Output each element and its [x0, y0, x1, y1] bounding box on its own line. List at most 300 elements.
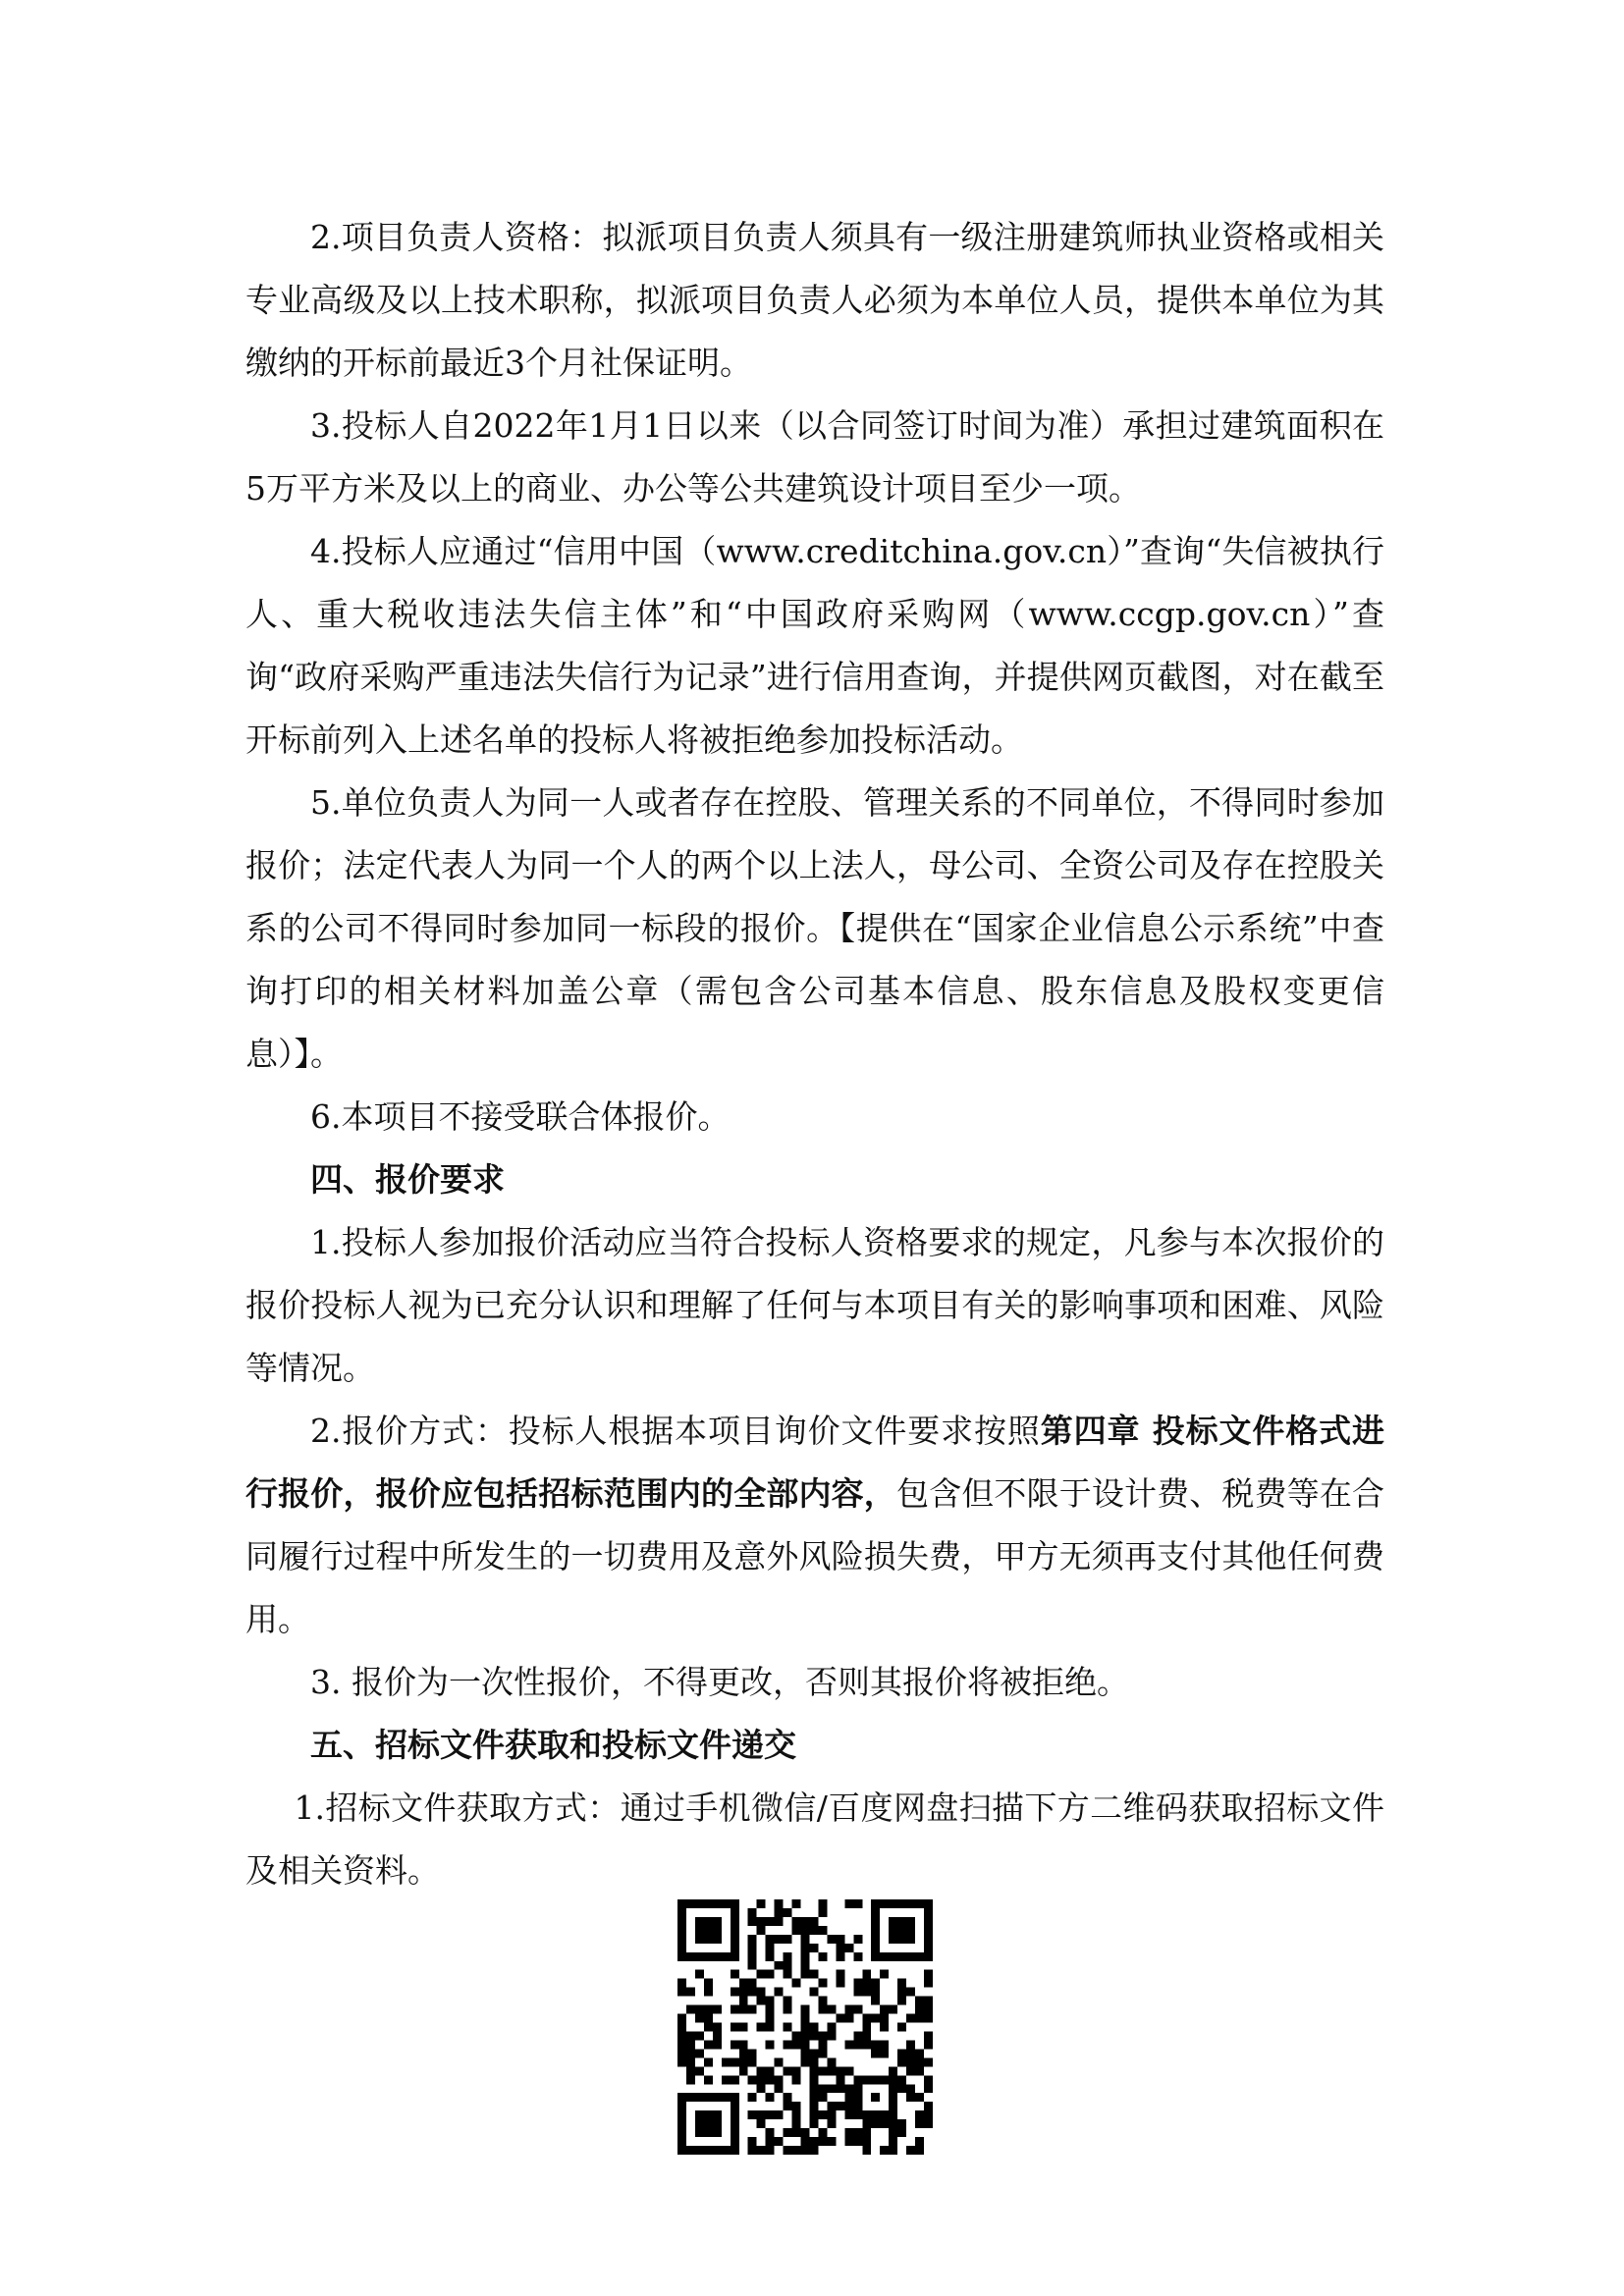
qr-module: [827, 2110, 836, 2119]
qr-module: [757, 1970, 766, 1979]
qr-module: [809, 1944, 818, 1952]
qr-module: [677, 2137, 686, 2146]
qr-module: [809, 2057, 818, 2066]
qr-module: [686, 1988, 695, 1997]
qr-module: [924, 2084, 933, 2093]
qr-module: [766, 2005, 775, 2014]
qr-module: [818, 1952, 827, 1961]
qr-module: [704, 2093, 713, 2102]
qr-module: [775, 2137, 784, 2146]
qr-module: [739, 1979, 748, 1988]
qr-module: [915, 2005, 924, 2014]
qr-module: [862, 2128, 871, 2137]
qr-module: [924, 1997, 933, 2005]
qr-module: [748, 2075, 757, 2084]
qr-module: [836, 2075, 844, 2084]
qr-module: [801, 1944, 810, 1952]
qr-module: [906, 2057, 915, 2066]
qr-module: [731, 1899, 739, 1908]
qr-module: [748, 2049, 757, 2057]
qr-module: [844, 2093, 853, 2102]
qr-module: [862, 2023, 871, 2032]
qr-module: [897, 2119, 906, 2128]
qr-module: [827, 2119, 836, 2128]
qr-module: [924, 1970, 933, 1979]
qr-module: [871, 1988, 880, 1997]
qr-module: [704, 2005, 713, 2014]
qr-module: [695, 2146, 704, 2155]
qr-module: [784, 1961, 792, 1970]
qr-module: [915, 1952, 924, 1961]
qr-module: [757, 1917, 766, 1926]
qr-module: [686, 2066, 695, 2075]
qr-module: [889, 2146, 897, 2155]
qr-module: [853, 2102, 862, 2110]
qr-module: [784, 2023, 792, 2032]
qr-module: [686, 1899, 695, 1908]
qr-module: [871, 2040, 880, 2049]
qr-module: [677, 2102, 686, 2110]
qr-module: [897, 2049, 906, 2057]
qr-module: [677, 1944, 686, 1952]
qr-module: [766, 2137, 775, 2146]
qr-module: [853, 2040, 862, 2049]
qr-module: [757, 1926, 766, 1935]
qr-module: [844, 2066, 853, 2075]
qr-module: [915, 2119, 924, 2128]
qr-module: [880, 1970, 889, 1979]
qr-module: [862, 2014, 871, 2023]
qr-module: [792, 2040, 801, 2049]
qr-module: [686, 2146, 695, 2155]
qr-module: [713, 2005, 722, 2014]
qr-module: [784, 2005, 792, 2014]
qr-module: [844, 2084, 853, 2093]
quote-requirement-2: [245, 1400, 1384, 1651]
qr-module: [775, 2110, 784, 2119]
qr-module: [915, 2014, 924, 2023]
qr-module: [792, 2075, 801, 2084]
qr-module: [924, 2040, 933, 2049]
qr-module: [809, 2119, 818, 2128]
qr-module: [889, 2128, 897, 2137]
qr-module: [677, 2031, 686, 2040]
qr-module: [818, 1926, 827, 1935]
qr-module: [757, 2146, 766, 2155]
qr-module: [809, 2137, 818, 2146]
qr-module: [677, 1988, 686, 1997]
qr-module: [775, 2075, 784, 2084]
qr-module: [871, 2075, 880, 2084]
qr-module: [880, 2119, 889, 2128]
qr-module: [880, 2049, 889, 2057]
qr-module: [853, 1988, 862, 1997]
qr-module: [686, 1952, 695, 1961]
qr-module: [924, 1952, 933, 1961]
qr-module: [897, 2128, 906, 2137]
qr-module: [809, 2049, 818, 2057]
qr-module: [906, 2040, 915, 2049]
qr-module: [704, 2057, 713, 2066]
qr-module: [713, 2093, 722, 2102]
qr-module: [801, 2031, 810, 2040]
qr-module: [713, 2023, 722, 2032]
qr-module: [739, 1997, 748, 2005]
qr-module: [844, 2110, 853, 2119]
qr-module: [897, 2023, 906, 2032]
qr-module: [915, 2049, 924, 2057]
qr-module: [906, 2084, 915, 2093]
qr-module: [906, 1917, 915, 1926]
qr-module: [924, 1899, 933, 1908]
qr-module: [897, 1988, 906, 1997]
qr-module: [897, 1917, 906, 1926]
qr-module: [809, 2031, 818, 2040]
qr-module: [862, 1970, 871, 1979]
qr-module: [757, 2066, 766, 2075]
qr-module: [844, 1899, 853, 1908]
qr-module: [739, 2049, 748, 2057]
qr-module: [722, 2057, 731, 2066]
qr-module: [677, 2040, 686, 2049]
qr-module: [757, 2110, 766, 2119]
qualification-item-6: 6.本项目不接受联合体报价。: [310, 1097, 731, 1136]
qr-module: [792, 2031, 801, 2040]
qr-module: [818, 1997, 827, 2005]
qr-module: [827, 2137, 836, 2146]
qr-module: [915, 2137, 924, 2146]
qr-module: [897, 1926, 906, 1935]
qr-module: [704, 1952, 713, 1961]
qr-module: [836, 2014, 844, 2023]
qr-module: [775, 1961, 784, 1970]
qr-module: [775, 1908, 784, 1917]
qr-module: [731, 1908, 739, 1917]
qr-module: [784, 2146, 792, 2155]
qr-module: [924, 1908, 933, 1917]
qr-module: [748, 1908, 757, 1917]
qr-module: [792, 1979, 801, 1988]
qr-module: [906, 1988, 915, 1997]
qr-module: [757, 2084, 766, 2093]
qr-module: [924, 1926, 933, 1935]
qr-module: [731, 1952, 739, 1961]
qr-module: [862, 2040, 871, 2049]
qr-module: [827, 2057, 836, 2066]
qr-module: [853, 2128, 862, 2137]
qr-module: [818, 2110, 827, 2119]
qr-module: [801, 1952, 810, 1961]
qr-module: [809, 2075, 818, 2084]
qr-module: [809, 1917, 818, 1926]
qr-module: [677, 2057, 686, 2066]
qr-module: [862, 2031, 871, 2040]
qr-module: [853, 2110, 862, 2119]
qr-module: [897, 1997, 906, 2005]
qr-module: [818, 1899, 827, 1908]
qr-module: [924, 2102, 933, 2110]
qr-module: [739, 2023, 748, 2032]
qr-module: [677, 1917, 686, 1926]
quote-method-text: 2.报价方式：投标人根据本项目询价文件要求按照: [310, 1412, 1041, 1450]
quote-method-rest: 包含但不限于设计费、税费等在合同履行过程中所发生的一切费用及意外风险损失费，甲方无须再支付其他任何费用。: [245, 1474, 1385, 1638]
qr-module: [677, 1908, 686, 1917]
qr-module: [731, 1917, 739, 1926]
qr-module: [766, 2023, 775, 2032]
qr-module: [801, 1935, 810, 1944]
qr-module: [784, 1908, 792, 1917]
qr-module: [809, 2084, 818, 2093]
qr-module: [880, 2023, 889, 2032]
qr-module: [801, 1970, 810, 1979]
qr-module: [704, 1988, 713, 1997]
qr-module: [889, 1899, 897, 1908]
qr-module: [739, 2005, 748, 2014]
qr-module: [766, 2128, 775, 2137]
qr-module: [871, 1899, 880, 1908]
qr-module: [792, 1899, 801, 1908]
qr-module: [766, 1917, 775, 1926]
qr-module: [695, 1917, 704, 1926]
qr-module: [704, 1935, 713, 1944]
qr-module: [801, 2040, 810, 2049]
qr-module: [766, 1970, 775, 1979]
qr-module: [731, 2146, 739, 2155]
qr-module: [871, 2049, 880, 2057]
qr-module: [906, 2049, 915, 2057]
qr-module: [731, 2137, 739, 2146]
section-5-heading: 五、招标文件获取和投标文件递交: [310, 1726, 796, 1764]
qr-module: [757, 2075, 766, 2084]
qr-module: [915, 2066, 924, 2075]
qr-module: [809, 2023, 818, 2032]
qr-module: [784, 2093, 792, 2102]
qr-module: [722, 2075, 731, 2084]
qualification-item-4: 4.投标人应通过“信用中国（www.creditchina.gov.cn）”查询“失信被执行人、重大税收违法失信主体”和“中国政府采购网（www.ccgp.gov.cn）”查询“政府采购严重违法失信行为记录”进行信用查询，并提供网页截图，对在截至开标前列入上述名单的投标人将被拒绝参加投标活动。: [245, 532, 1384, 759]
qr-module: [792, 2102, 801, 2110]
qr-module: [775, 1917, 784, 1926]
qr-module: [818, 2031, 827, 2040]
qr-module: [792, 2119, 801, 2128]
qr-module: [880, 1899, 889, 1908]
qr-module: [731, 2023, 739, 2032]
qr-module: [677, 2128, 686, 2137]
qr-module: [827, 2023, 836, 2032]
qr-module: [792, 1926, 801, 1935]
qr-module: [686, 2057, 695, 2066]
qr-module: [889, 2137, 897, 2146]
qr-module: [880, 2005, 889, 2014]
qr-module: [748, 2110, 757, 2119]
qr-module: [880, 2014, 889, 2023]
qr-module: [853, 2084, 862, 2093]
qr-module: [862, 2075, 871, 2084]
quote-method-bold: 第四章 投标文件格式进行报价，报价应包括招标范围内的全部内容，: [245, 1412, 1384, 1513]
qr-module: [897, 1935, 906, 1944]
qr-module: [792, 2146, 801, 2155]
qr-module: [818, 2084, 827, 2093]
qr-module: [809, 1926, 818, 1935]
qr-module: [827, 2031, 836, 2040]
qr-module: [871, 1952, 880, 1961]
qr-module: [818, 1908, 827, 1917]
quote-requirement-1: 1.投标人参加报价活动应当符合投标人资格要求的规定，凡参与本次报价的报价投标人视为已充分认识和理解了任何与本项目有关的影响事项和困难、风险等情况。: [245, 1223, 1384, 1387]
qr-module: [722, 1952, 731, 1961]
qr-module: [889, 2066, 897, 2075]
qr-module: [757, 1988, 766, 1997]
qr-module: [862, 2110, 871, 2119]
qr-module: [818, 2128, 827, 2137]
qr-module: [731, 1935, 739, 1944]
qr-module: [748, 1952, 757, 1961]
qualification-item-2: 2.项目负责人资格：拟派项目负责人须具有一级注册建筑师执业资格或相关专业高级及以上技术职称，拟派项目负责人必须为本单位人员，提供本单位为其缴纳的开标前最近3个月社保证明。: [245, 218, 1384, 382]
qr-module: [853, 1979, 862, 1988]
qr-module: [801, 2023, 810, 2032]
qr-module: [704, 2023, 713, 2032]
qr-module: [713, 1935, 722, 1944]
qr-module: [677, 2110, 686, 2119]
qr-module: [713, 2110, 722, 2119]
qr-module: [792, 2128, 801, 2137]
qr-module: [889, 2084, 897, 2093]
qr-module: [677, 1899, 686, 1908]
qr-module: [889, 2119, 897, 2128]
qr-module: [871, 1917, 880, 1926]
qr-module: [836, 2102, 844, 2110]
qr-module: [748, 1961, 757, 1970]
qr-module: [731, 2057, 739, 2066]
qr-module: [844, 2137, 853, 2146]
qr-module: [844, 1944, 853, 1952]
qr-module: [844, 2014, 853, 2023]
qr-module: [862, 2146, 871, 2155]
qr-module: [766, 2040, 775, 2049]
qr-module: [827, 2084, 836, 2093]
qr-module: [731, 1944, 739, 1952]
qr-module: [862, 2137, 871, 2146]
qr-module: [809, 2146, 818, 2155]
qr-module: [748, 2093, 757, 2102]
qr-module: [686, 2031, 695, 2040]
qr-module: [915, 2146, 924, 2155]
qr-module: [677, 2023, 686, 2032]
qr-module: [775, 2084, 784, 2093]
qr-module: [889, 1926, 897, 1935]
qr-module: [704, 2040, 713, 2049]
qr-module: [739, 2057, 748, 2066]
qr-module: [748, 1944, 757, 1952]
qr-module: [775, 1988, 784, 1997]
qr-module: [739, 2040, 748, 2049]
qr-module: [704, 2119, 713, 2128]
qr-module: [889, 2075, 897, 2084]
qr-module: [809, 2102, 818, 2110]
qr-module: [924, 2014, 933, 2023]
qr-module: [801, 1961, 810, 1970]
qr-module: [695, 2049, 704, 2057]
qr-module: [731, 1970, 739, 1979]
qr-module: [871, 1926, 880, 1935]
qr-module: [792, 2110, 801, 2119]
qr-module: [871, 1935, 880, 1944]
qr-module: [748, 1988, 757, 1997]
qr-module: [827, 2102, 836, 2110]
qr-module: [757, 2119, 766, 2128]
qr-module: [757, 1899, 766, 1908]
qr-module: [889, 1952, 897, 1961]
qr-module: [889, 2102, 897, 2110]
qr-module: [748, 2057, 757, 2066]
qr-module: [686, 2093, 695, 2102]
quote-requirement-3: 3. 报价为一次性报价，不得更改，否则其报价将被拒绝。: [310, 1663, 1129, 1701]
qr-module: [677, 1952, 686, 1961]
qr-module: [906, 2093, 915, 2102]
qr-module: [757, 1997, 766, 2005]
qr-module: [686, 2075, 695, 2084]
qr-module: [871, 2119, 880, 2128]
qr-module: [906, 1952, 915, 1961]
qr-module: [748, 1917, 757, 1926]
qr-module: [686, 2040, 695, 2049]
qr-module: [906, 1935, 915, 1944]
qr-module: [889, 2110, 897, 2119]
qr-module: [906, 2014, 915, 2023]
qualification-item-3: 3.投标人自2022年1月1日以来（以合同签订时间为准）承担过建筑面积在5万平方米及以上的商业、办公等公共建筑设计项目至少一项。: [245, 406, 1384, 507]
qr-module: [731, 2102, 739, 2110]
qr-module: [924, 2005, 933, 2014]
qr-module: [695, 1970, 704, 1979]
qr-module: [906, 1926, 915, 1935]
qr-module: [731, 2005, 739, 2014]
qr-module: [695, 2093, 704, 2102]
qr-module: [731, 2110, 739, 2119]
qr-module: [695, 2005, 704, 2014]
qr-module: [871, 2014, 880, 2023]
qr-module: [784, 1970, 792, 1979]
qr-module: [677, 1935, 686, 1944]
qr-module: [792, 2066, 801, 2075]
qr-module: [704, 2075, 713, 2084]
qualification-item-5: 5.单位负责人为同一人或者存在控股、管理关系的不同单位，不得同时参加报价；法定代表人为同一个人的两个以上法人，母公司、全资公司及存在控股关系的公司不得同时参加同一标段的报价。【提供在“国家企业信息公示系统”中查询打印的相关材料加盖公章（需包含公司基本信息、股东信息及股权变更信息）】。: [245, 783, 1384, 1073]
qr-module: [766, 1944, 775, 1952]
qr-module: [731, 2119, 739, 2128]
qr-module: [818, 2137, 827, 2146]
qr-module: [853, 1952, 862, 1961]
qr-module: [853, 1935, 862, 1944]
qr-module: [818, 1979, 827, 1988]
qr-module: [731, 2128, 739, 2137]
qr-module: [924, 2057, 933, 2066]
qr-module: [704, 1979, 713, 1988]
qr-module: [915, 2093, 924, 2102]
qr-module: [827, 2005, 836, 2014]
qr-module: [766, 2066, 775, 2075]
qr-module: [757, 2023, 766, 2032]
qr-module: [897, 1979, 906, 1988]
qr-module: [827, 2066, 836, 2075]
qr-module: [784, 1997, 792, 2005]
qr-module: [844, 2005, 853, 2014]
qr-module: [748, 1935, 757, 1944]
qr-module: [818, 2040, 827, 2049]
qr-module: [853, 2075, 862, 2084]
qr-module: [836, 1970, 844, 1979]
qr-module: [924, 1979, 933, 1988]
qr-module: [713, 1899, 722, 1908]
qr-module: [766, 2110, 775, 2119]
qr-module: [836, 1952, 844, 1961]
qr-module: [827, 1935, 836, 1944]
